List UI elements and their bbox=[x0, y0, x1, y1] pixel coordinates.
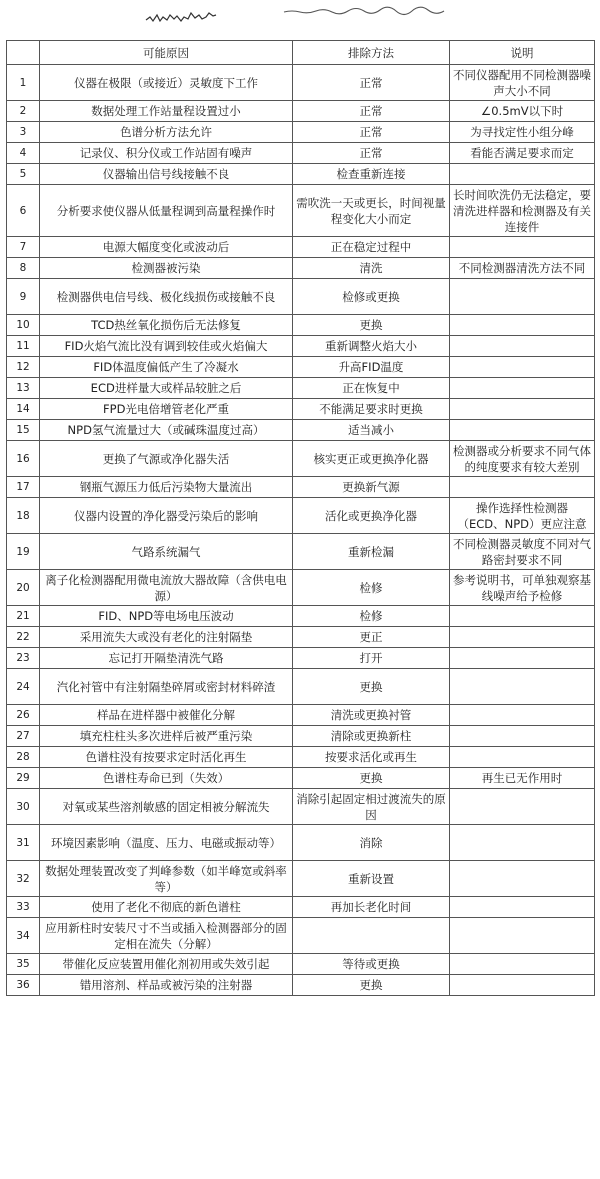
row-cause: 带催化反应装置用催化剂初用或失效引起 bbox=[40, 954, 293, 975]
row-fix: 消除引起固定相过渡流失的原因 bbox=[293, 789, 450, 825]
row-fix: 更换 bbox=[293, 315, 450, 336]
table-row bbox=[7, 726, 595, 747]
row-note bbox=[450, 336, 595, 357]
row-fix: 清除或更换新柱 bbox=[293, 726, 450, 747]
row-fix: 更换 bbox=[293, 975, 450, 996]
row-fix: 正常 bbox=[293, 65, 450, 101]
row-note: 不同检测器灵敏度不同对气路密封要求不同 bbox=[450, 534, 595, 570]
row-cause: 仪器输出信号线接触不良 bbox=[40, 164, 293, 185]
row-note bbox=[450, 669, 595, 705]
row-fix: 打开 bbox=[293, 648, 450, 669]
row-number: 7 bbox=[7, 237, 40, 258]
row-note: 不同检测器清洗方法不同 bbox=[450, 258, 595, 279]
row-note bbox=[450, 747, 595, 768]
row-number: 6 bbox=[7, 185, 40, 237]
row-fix: 适当减小 bbox=[293, 420, 450, 441]
row-note bbox=[450, 897, 595, 918]
row-cause: 仪器在极限（或接近）灵敏度下工作 bbox=[40, 65, 293, 101]
table-row bbox=[7, 768, 595, 789]
row-cause: 采用流失大或没有老化的注射隔垫 bbox=[40, 627, 293, 648]
row-cause: 钢瓶气源压力低后污染物大量流出 bbox=[40, 477, 293, 498]
table-row bbox=[7, 237, 595, 258]
row-note: 操作选择性检测器（ECD、NPD）更应注意 bbox=[450, 498, 595, 534]
table-row bbox=[7, 185, 595, 237]
row-number: 12 bbox=[7, 357, 40, 378]
row-fix: 按要求活化或再生 bbox=[293, 747, 450, 768]
table-row bbox=[7, 606, 595, 627]
row-note bbox=[450, 399, 595, 420]
row-note bbox=[450, 861, 595, 897]
row-note bbox=[450, 315, 595, 336]
row-fix: 正常 bbox=[293, 101, 450, 122]
row-fix: 正在恢复中 bbox=[293, 378, 450, 399]
row-fix bbox=[293, 918, 450, 954]
row-fix: 清洗或更换衬管 bbox=[293, 705, 450, 726]
row-note bbox=[450, 918, 595, 954]
row-fix: 检查重新连接 bbox=[293, 164, 450, 185]
table-row bbox=[7, 627, 595, 648]
row-note bbox=[450, 954, 595, 975]
table-row bbox=[7, 441, 595, 477]
row-note: 检测器或分析要求不同气体的纯度要求有较大差别 bbox=[450, 441, 595, 477]
signature-right bbox=[284, 7, 444, 14]
table-row bbox=[7, 897, 595, 918]
table-row bbox=[7, 570, 595, 606]
table-row bbox=[7, 747, 595, 768]
row-note bbox=[450, 477, 595, 498]
table-row bbox=[7, 975, 595, 996]
table-row bbox=[7, 357, 595, 378]
row-fix: 活化或更换净化器 bbox=[293, 498, 450, 534]
table-row bbox=[7, 861, 595, 897]
row-fix: 重新检漏 bbox=[293, 534, 450, 570]
row-fix: 需吹洗一天或更长，时间视量程变化大小而定 bbox=[293, 185, 450, 237]
row-number: 33 bbox=[7, 897, 40, 918]
row-number: 17 bbox=[7, 477, 40, 498]
row-note bbox=[450, 420, 595, 441]
row-note bbox=[450, 825, 595, 861]
row-note bbox=[450, 975, 595, 996]
row-number: 4 bbox=[7, 143, 40, 164]
row-cause: 记录仪、积分仪或工作站固有噪声 bbox=[40, 143, 293, 164]
row-cause: 环境因素影响（温度、压力、电磁或振动等） bbox=[40, 825, 293, 861]
table-row bbox=[7, 258, 595, 279]
row-fix: 清洗 bbox=[293, 258, 450, 279]
table-row bbox=[7, 143, 595, 164]
table-row bbox=[7, 918, 595, 954]
row-note: 长时间吹洗仍无法稳定，要清洗进样器和检测器及有关连接件 bbox=[450, 185, 595, 237]
row-number: 36 bbox=[7, 975, 40, 996]
table-row bbox=[7, 101, 595, 122]
row-fix: 检修或更换 bbox=[293, 279, 450, 315]
row-fix: 更换新气源 bbox=[293, 477, 450, 498]
row-cause: 样品在进样器中被催化分解 bbox=[40, 705, 293, 726]
row-number: 26 bbox=[7, 705, 40, 726]
row-cause: 色谱柱寿命已到（失效） bbox=[40, 768, 293, 789]
table-row bbox=[7, 122, 595, 143]
signature-scribble bbox=[0, 0, 600, 40]
row-number: 31 bbox=[7, 825, 40, 861]
row-number: 14 bbox=[7, 399, 40, 420]
table-row bbox=[7, 420, 595, 441]
row-note bbox=[450, 279, 595, 315]
table-row bbox=[7, 669, 595, 705]
row-fix: 检修 bbox=[293, 606, 450, 627]
table-row bbox=[7, 954, 595, 975]
row-number: 1 bbox=[7, 65, 40, 101]
table-row bbox=[7, 534, 595, 570]
table-row bbox=[7, 279, 595, 315]
row-number: 16 bbox=[7, 441, 40, 477]
row-note bbox=[450, 627, 595, 648]
row-number: 22 bbox=[7, 627, 40, 648]
table-header-row bbox=[7, 41, 595, 65]
header-cause: 可能原因 bbox=[40, 41, 293, 65]
row-number: 9 bbox=[7, 279, 40, 315]
row-fix: 核实更正或更换净化器 bbox=[293, 441, 450, 477]
row-cause: 电源大幅度变化或波动后 bbox=[40, 237, 293, 258]
table-row bbox=[7, 825, 595, 861]
header-number bbox=[7, 41, 40, 65]
troubleshooting-table bbox=[6, 40, 595, 996]
row-note bbox=[450, 789, 595, 825]
table-row bbox=[7, 336, 595, 357]
row-fix: 正在稳定过程中 bbox=[293, 237, 450, 258]
table-row bbox=[7, 65, 595, 101]
row-fix: 消除 bbox=[293, 825, 450, 861]
row-cause: 离子化检测器配用微电流放大器故障（含供电电源） bbox=[40, 570, 293, 606]
row-note: ∠0.5mV以下时 bbox=[450, 101, 595, 122]
row-cause: 填充柱柱头多次进样后被严重污染 bbox=[40, 726, 293, 747]
row-cause: TCD热丝氧化损伤后无法修复 bbox=[40, 315, 293, 336]
row-number: 18 bbox=[7, 498, 40, 534]
row-cause: FID体温度偏低产生了冷凝水 bbox=[40, 357, 293, 378]
row-note: 不同仪器配用不同检测器噪声大小不同 bbox=[450, 65, 595, 101]
row-fix: 等待或更换 bbox=[293, 954, 450, 975]
row-number: 30 bbox=[7, 789, 40, 825]
table-row bbox=[7, 477, 595, 498]
row-note bbox=[450, 237, 595, 258]
table-row bbox=[7, 315, 595, 336]
row-number: 23 bbox=[7, 648, 40, 669]
row-note bbox=[450, 378, 595, 399]
row-fix: 检修 bbox=[293, 570, 450, 606]
row-cause: 错用溶剂、样品或被污染的注射器 bbox=[40, 975, 293, 996]
row-number: 8 bbox=[7, 258, 40, 279]
row-fix: 不能满足要求时更换 bbox=[293, 399, 450, 420]
row-note bbox=[450, 705, 595, 726]
row-number: 24 bbox=[7, 669, 40, 705]
row-cause: FPD光电倍增管老化严重 bbox=[40, 399, 293, 420]
row-cause: 色谱柱没有按要求定时活化再生 bbox=[40, 747, 293, 768]
row-note: 为寻找定性小组分峰 bbox=[450, 122, 595, 143]
row-cause: 更换了气源或净化器失活 bbox=[40, 441, 293, 477]
row-fix: 重新设置 bbox=[293, 861, 450, 897]
row-cause: 气路系统漏气 bbox=[40, 534, 293, 570]
row-number: 20 bbox=[7, 570, 40, 606]
row-number: 34 bbox=[7, 918, 40, 954]
row-fix: 升高FID温度 bbox=[293, 357, 450, 378]
row-note: 再生已无作用时 bbox=[450, 768, 595, 789]
row-number: 32 bbox=[7, 861, 40, 897]
row-number: 3 bbox=[7, 122, 40, 143]
row-cause: 检测器被污染 bbox=[40, 258, 293, 279]
row-cause: NPD氢气流量过大（或碱珠温度过高） bbox=[40, 420, 293, 441]
row-number: 29 bbox=[7, 768, 40, 789]
header-fix: 排除方法 bbox=[293, 41, 450, 65]
row-note bbox=[450, 648, 595, 669]
row-note bbox=[450, 606, 595, 627]
row-number: 28 bbox=[7, 747, 40, 768]
row-number: 15 bbox=[7, 420, 40, 441]
row-number: 13 bbox=[7, 378, 40, 399]
row-number: 27 bbox=[7, 726, 40, 747]
row-fix: 正常 bbox=[293, 143, 450, 164]
table-row bbox=[7, 164, 595, 185]
row-cause: 使用了老化不彻底的新色谱柱 bbox=[40, 897, 293, 918]
row-cause: 数据处理装置改变了判峰参数（如半峰宽或斜率等） bbox=[40, 861, 293, 897]
row-fix: 正常 bbox=[293, 122, 450, 143]
row-cause: 忘记打开隔垫清洗气路 bbox=[40, 648, 293, 669]
row-cause: 数据处理工作站量程设置过小 bbox=[40, 101, 293, 122]
row-cause: 检测器供电信号线、极化线损伤或接触不良 bbox=[40, 279, 293, 315]
row-fix: 更换 bbox=[293, 669, 450, 705]
table-row bbox=[7, 648, 595, 669]
row-number: 11 bbox=[7, 336, 40, 357]
row-cause: 分析要求使仪器从低量程调到高量程操作时 bbox=[40, 185, 293, 237]
table-row bbox=[7, 789, 595, 825]
row-cause: ECD进样量大或样品较脏之后 bbox=[40, 378, 293, 399]
signature-left bbox=[146, 13, 216, 21]
header-note: 说明 bbox=[450, 41, 595, 65]
row-note: 参考说明书，可单独观察基线噪声给予检修 bbox=[450, 570, 595, 606]
table-row bbox=[7, 705, 595, 726]
row-number: 2 bbox=[7, 101, 40, 122]
row-fix: 再加长老化时间 bbox=[293, 897, 450, 918]
row-cause: 仪器内设置的净化器受污染后的影响 bbox=[40, 498, 293, 534]
table-row bbox=[7, 498, 595, 534]
row-cause: 色谱分析方法允许 bbox=[40, 122, 293, 143]
row-cause: 应用新柱时安装尺寸不当或插入检测器部分的固定相在流失（分解） bbox=[40, 918, 293, 954]
row-note bbox=[450, 726, 595, 747]
row-number: 10 bbox=[7, 315, 40, 336]
row-cause: 汽化衬管中有注射隔垫碎屑或密封材料碎渣 bbox=[40, 669, 293, 705]
row-cause: 对氧或某些溶剂敏感的固定相被分解流失 bbox=[40, 789, 293, 825]
row-note bbox=[450, 357, 595, 378]
row-note bbox=[450, 164, 595, 185]
row-note: 看能否满足要求而定 bbox=[450, 143, 595, 164]
row-number: 35 bbox=[7, 954, 40, 975]
table-row bbox=[7, 378, 595, 399]
row-cause: FID、NPD等电场电压波动 bbox=[40, 606, 293, 627]
row-fix: 更正 bbox=[293, 627, 450, 648]
table-row bbox=[7, 399, 595, 420]
row-fix: 更换 bbox=[293, 768, 450, 789]
row-number: 19 bbox=[7, 534, 40, 570]
row-number: 5 bbox=[7, 164, 40, 185]
row-cause: FID火焰气流比没有调到较佳或火焰偏大 bbox=[40, 336, 293, 357]
row-fix: 重新调整火焰大小 bbox=[293, 336, 450, 357]
row-number: 21 bbox=[7, 606, 40, 627]
